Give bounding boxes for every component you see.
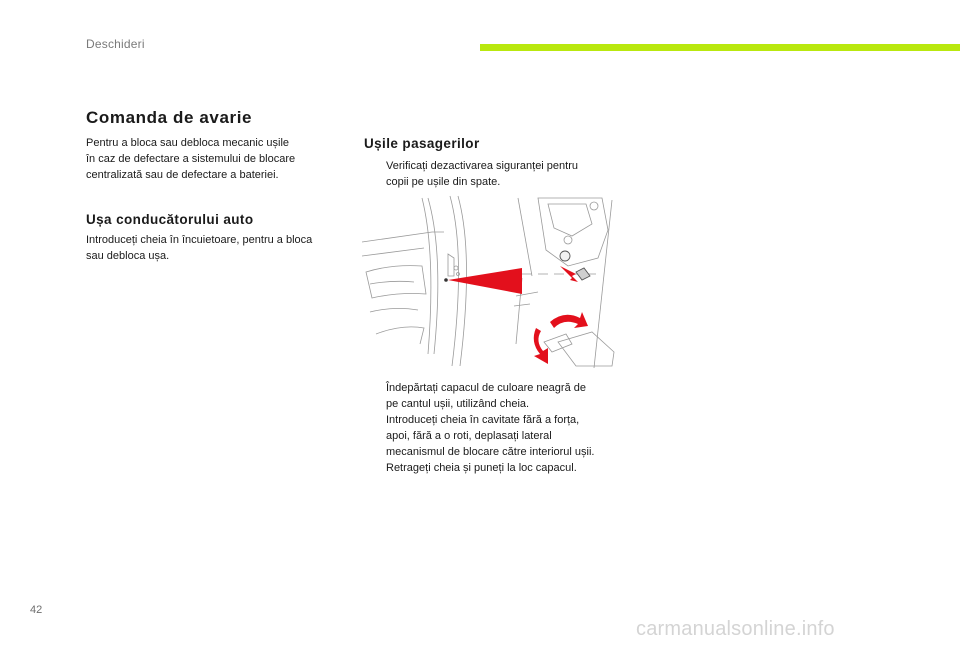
intro-line: centralizată sau de defectare a bateriei. bbox=[86, 169, 279, 181]
list-item-line: Verificați dezactivarea siguranței pentru bbox=[386, 160, 578, 172]
passenger-doors-heading: Ușile pasagerilor bbox=[364, 136, 480, 151]
section-label: Deschideri bbox=[86, 37, 145, 51]
list-item-line: pe cantul ușii, utilizând cheia. bbox=[386, 398, 530, 410]
list-item-line: Retrageți cheia și puneți la loc capacul. bbox=[386, 462, 577, 474]
list-item-line: copii pe ușile din spate. bbox=[386, 176, 501, 188]
driver-door-line: sau debloca ușa. bbox=[86, 250, 170, 262]
list-item-line: apoi, fără a o roti, deplasați lateral bbox=[386, 430, 552, 442]
passenger-bullets-top bbox=[364, 158, 578, 190]
list-item-line: mecanismul de blocare către interiorul ușii. bbox=[386, 446, 595, 458]
intro-line: în caz de defectare a sistemului de blocare bbox=[86, 153, 296, 165]
page-title: Comanda de avarie bbox=[86, 108, 253, 127]
section-accent-bar bbox=[480, 44, 960, 51]
list-item bbox=[364, 380, 594, 412]
driver-door-line: Introduceți cheia în încuietoare, pentru a bloca bbox=[86, 234, 313, 246]
intro-line: Pentru a bloca sau debloca mecanic ușile bbox=[86, 137, 290, 149]
list-item bbox=[364, 460, 594, 476]
driver-door-heading: Ușa conducătorului auto bbox=[86, 212, 254, 227]
list-item-line: Introduceți cheia în cavitate fără a forța, bbox=[386, 414, 580, 426]
list-item bbox=[364, 158, 578, 190]
door-lock-illustration bbox=[362, 194, 618, 368]
page-number: 42 bbox=[30, 604, 43, 616]
passenger-bullets-bottom bbox=[364, 380, 594, 476]
watermark[interactable]: carmanualsonline.info bbox=[636, 618, 835, 640]
driver-door-paragraph bbox=[86, 232, 312, 264]
list-item-line: Îndepărtați capacul de culoare neagră de bbox=[386, 382, 586, 394]
list-item bbox=[364, 412, 594, 460]
intro-paragraph bbox=[86, 135, 295, 183]
